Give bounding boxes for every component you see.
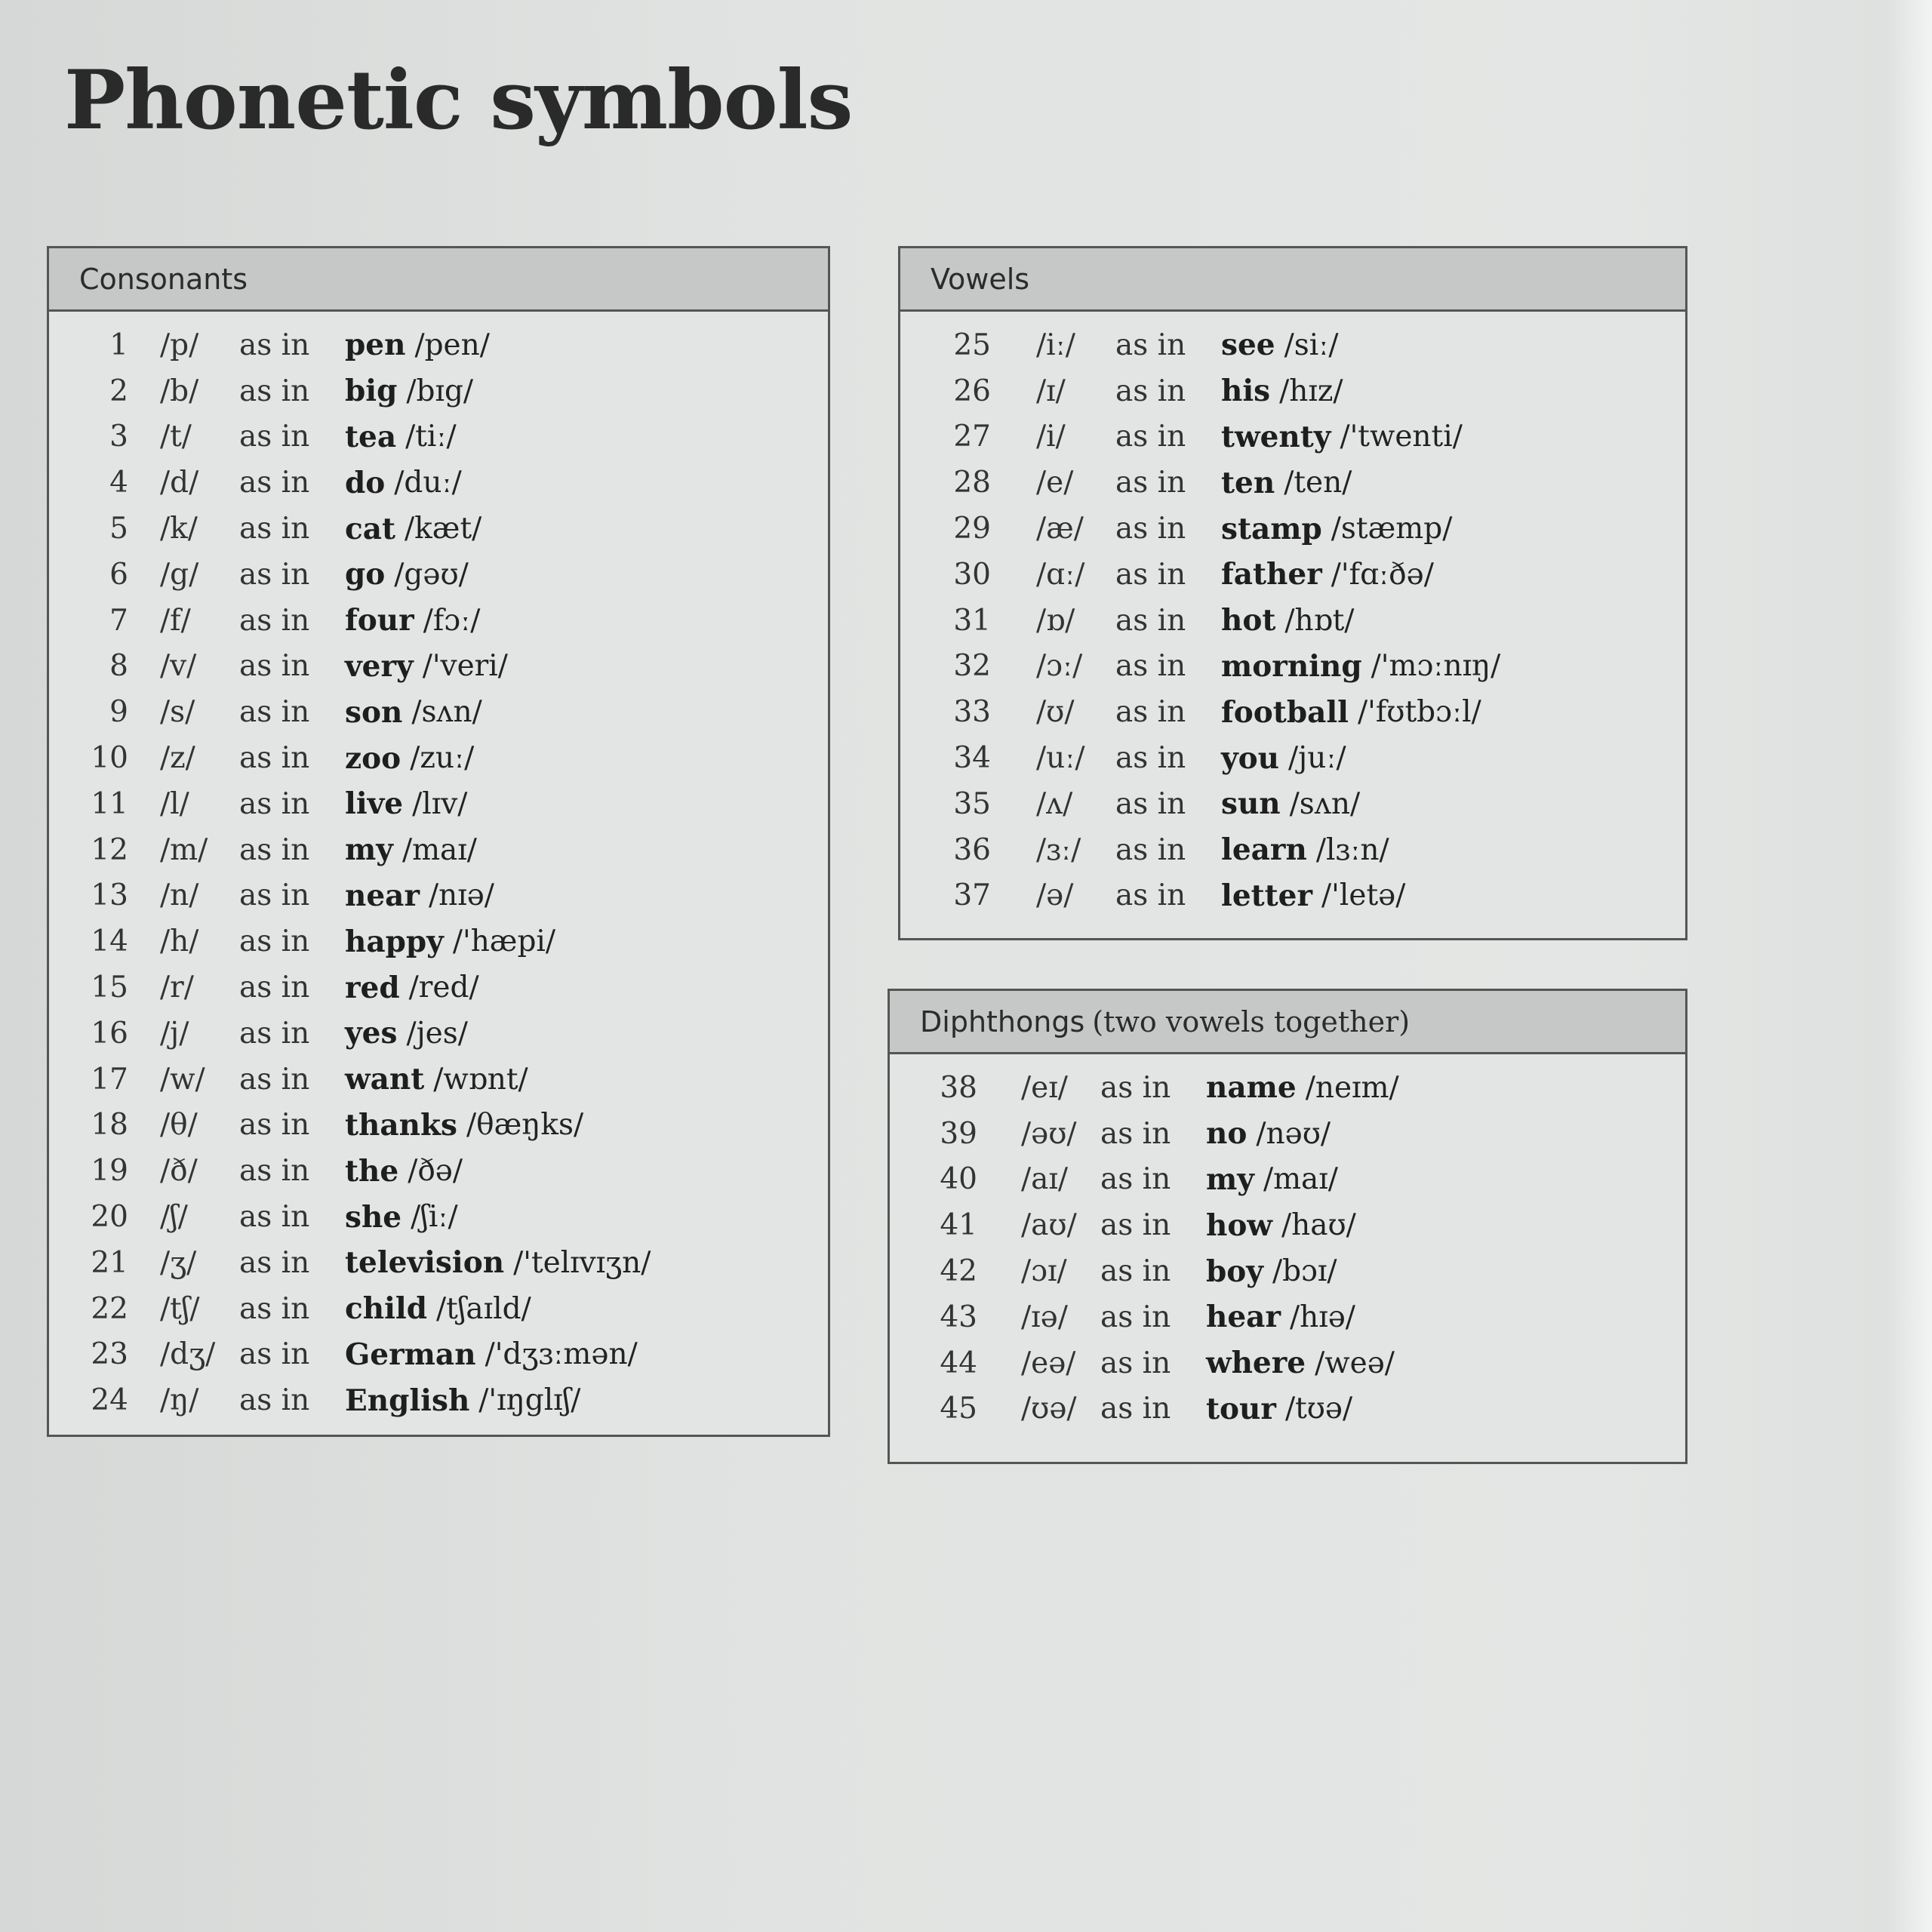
phonetic-symbol: /eɪ/ bbox=[1021, 1070, 1068, 1105]
table-row bbox=[900, 781, 1685, 827]
phonetic-symbol: /ʒ/ bbox=[160, 1245, 197, 1280]
example-word: hot bbox=[1221, 603, 1276, 638]
table-row bbox=[900, 827, 1685, 873]
phonetic-symbol: /ɔː/ bbox=[1036, 649, 1083, 684]
phonetic-symbol: /aɪ/ bbox=[1021, 1162, 1069, 1197]
row-number: 26 bbox=[953, 374, 991, 408]
phonetic-symbol: /ə/ bbox=[1036, 878, 1074, 913]
row-number: 39 bbox=[940, 1116, 977, 1151]
example-transcription: /weə/ bbox=[1315, 1346, 1395, 1380]
row-number: 9 bbox=[109, 695, 128, 730]
as-in-label: as in bbox=[239, 374, 310, 408]
as-in-label: as in bbox=[1100, 1116, 1171, 1151]
example-word: you bbox=[1221, 740, 1280, 776]
as-in-label: as in bbox=[239, 649, 310, 684]
table-row bbox=[49, 1194, 828, 1240]
as-in-label: as in bbox=[239, 1245, 310, 1280]
phonetic-symbol: /w/ bbox=[160, 1062, 205, 1097]
row-number: 15 bbox=[91, 971, 128, 1005]
row-number: 19 bbox=[91, 1154, 128, 1189]
phonetic-symbol: /ð/ bbox=[160, 1154, 198, 1189]
example-word: English bbox=[345, 1383, 470, 1418]
phonetic-symbol: /uː/ bbox=[1036, 741, 1085, 776]
row-number: 2 bbox=[109, 374, 128, 408]
table-row bbox=[900, 598, 1685, 644]
example-word: morning bbox=[1221, 648, 1362, 684]
example-transcription: /juː/ bbox=[1288, 741, 1346, 776]
table-row bbox=[900, 368, 1685, 414]
table-row bbox=[900, 552, 1685, 598]
as-in-label: as in bbox=[239, 832, 310, 867]
example-transcription: /sʌn/ bbox=[1289, 786, 1361, 821]
row-number: 5 bbox=[109, 512, 128, 546]
as-in-label: as in bbox=[239, 328, 310, 362]
example-word: tea bbox=[345, 419, 397, 454]
as-in-label: as in bbox=[1115, 695, 1186, 730]
phonetic-symbol: /h/ bbox=[160, 924, 199, 959]
as-in-label: as in bbox=[1115, 557, 1186, 592]
table-row bbox=[890, 1202, 1685, 1248]
row-number: 40 bbox=[940, 1162, 977, 1197]
row-number: 37 bbox=[953, 878, 991, 913]
example-word: sun bbox=[1221, 786, 1281, 822]
as-in-label: as in bbox=[1115, 649, 1186, 684]
example-transcription: /jes/ bbox=[406, 1016, 468, 1051]
row-number: 7 bbox=[109, 603, 128, 638]
row-number: 4 bbox=[109, 466, 128, 500]
example-transcription: /zuː/ bbox=[410, 741, 475, 776]
example-transcription: /hɒt/ bbox=[1284, 603, 1355, 638]
example-word: big bbox=[345, 374, 398, 409]
example-word: my bbox=[345, 832, 393, 868]
vowels-heading: Vowels bbox=[900, 248, 1685, 312]
example-transcription: /'fʊtbɔːl/ bbox=[1358, 695, 1481, 730]
example-transcription: /'letə/ bbox=[1321, 878, 1406, 913]
example-transcription: /tiː/ bbox=[405, 420, 457, 454]
example-transcription: /hɪz/ bbox=[1279, 374, 1343, 408]
example-word: German bbox=[345, 1337, 476, 1372]
example-transcription: /red/ bbox=[408, 971, 479, 1005]
example-word: boy bbox=[1206, 1254, 1263, 1289]
table-row bbox=[900, 644, 1685, 690]
table-row bbox=[49, 827, 828, 873]
as-in-label: as in bbox=[239, 924, 310, 959]
example-transcription: /tʊə/ bbox=[1284, 1392, 1353, 1426]
row-number: 22 bbox=[91, 1291, 128, 1326]
diphthongs-heading: Diphthongs bbox=[920, 1004, 1085, 1038]
as-in-label: as in bbox=[239, 1062, 310, 1097]
phonetic-symbol: /s/ bbox=[160, 695, 195, 730]
example-transcription: /θæŋks/ bbox=[466, 1108, 584, 1143]
table-row bbox=[49, 1011, 828, 1057]
example-word: near bbox=[345, 878, 420, 913]
table-row bbox=[890, 1248, 1685, 1294]
table-row bbox=[49, 368, 828, 414]
row-number: 29 bbox=[953, 512, 991, 546]
phonetic-symbol: /k/ bbox=[160, 512, 198, 546]
table-row bbox=[49, 1377, 828, 1423]
as-in-label: as in bbox=[239, 1291, 310, 1326]
example-word: my bbox=[1206, 1161, 1254, 1197]
example-word: his bbox=[1221, 374, 1271, 409]
table-row bbox=[49, 552, 828, 598]
example-word: where bbox=[1206, 1346, 1306, 1381]
example-transcription: /nəʊ/ bbox=[1256, 1116, 1331, 1151]
row-number: 38 bbox=[940, 1070, 977, 1105]
row-number: 21 bbox=[91, 1245, 128, 1280]
table-row bbox=[900, 735, 1685, 781]
example-word: happy bbox=[345, 924, 444, 959]
table-row bbox=[49, 644, 828, 690]
example-transcription: /'hæpi/ bbox=[452, 924, 556, 959]
row-number: 14 bbox=[91, 924, 128, 959]
table-row bbox=[900, 322, 1685, 368]
as-in-label: as in bbox=[239, 557, 310, 592]
phonetic-symbol: /g/ bbox=[160, 557, 199, 592]
as-in-label: as in bbox=[1115, 328, 1186, 362]
as-in-label: as in bbox=[1115, 466, 1186, 500]
example-transcription: /'twenti/ bbox=[1340, 420, 1463, 454]
as-in-label: as in bbox=[239, 695, 310, 730]
as-in-label: as in bbox=[1100, 1208, 1171, 1243]
example-word: red bbox=[345, 970, 400, 1005]
example-word: thanks bbox=[345, 1107, 457, 1143]
table-row bbox=[49, 964, 828, 1011]
phonetic-symbol: /θ/ bbox=[160, 1108, 198, 1143]
example-word: child bbox=[345, 1291, 428, 1327]
phonetic-symbol: /ɜː/ bbox=[1036, 832, 1081, 867]
phonetic-symbol: /j/ bbox=[160, 1016, 189, 1051]
row-number: 34 bbox=[953, 741, 991, 776]
table-row bbox=[49, 918, 828, 964]
as-in-label: as in bbox=[239, 1337, 310, 1372]
phonetic-symbol: /dʒ/ bbox=[160, 1337, 216, 1372]
example-transcription: /sʌn/ bbox=[411, 695, 482, 730]
phonetic-symbol: /ɪə/ bbox=[1021, 1300, 1068, 1334]
table-row bbox=[890, 1157, 1685, 1203]
phonetic-symbol: /l/ bbox=[160, 786, 189, 821]
as-in-label: as in bbox=[239, 512, 310, 546]
phonetic-symbol: /ʊə/ bbox=[1021, 1392, 1077, 1426]
phonetic-symbol: /n/ bbox=[160, 878, 199, 913]
row-number: 16 bbox=[91, 1016, 128, 1051]
example-transcription: /ten/ bbox=[1284, 466, 1352, 500]
as-in-label: as in bbox=[1115, 741, 1186, 776]
row-number: 18 bbox=[91, 1108, 128, 1143]
example-transcription: /bɔɪ/ bbox=[1272, 1254, 1337, 1289]
vowels-rows bbox=[900, 312, 1685, 918]
table-row bbox=[900, 873, 1685, 919]
row-number: 45 bbox=[940, 1392, 977, 1426]
table-row bbox=[900, 460, 1685, 506]
table-row bbox=[49, 506, 828, 552]
page-title: Phonetic symbols bbox=[64, 53, 853, 148]
example-transcription: /bɪg/ bbox=[406, 374, 474, 408]
row-number: 12 bbox=[91, 832, 128, 867]
example-transcription: /ðə/ bbox=[408, 1154, 463, 1189]
example-transcription: /'ɪŋglɪʃ/ bbox=[478, 1383, 581, 1418]
example-transcription: /hɪə/ bbox=[1290, 1300, 1355, 1334]
example-transcription: /'dʒɜːmən/ bbox=[485, 1337, 638, 1372]
phonetic-symbol: /iː/ bbox=[1036, 328, 1075, 362]
example-transcription: /lɪv/ bbox=[412, 786, 468, 821]
example-transcription: /gəʊ/ bbox=[394, 557, 469, 592]
phonetic-symbol: /əʊ/ bbox=[1021, 1116, 1077, 1151]
phonetic-symbol: /i/ bbox=[1036, 420, 1066, 454]
row-number: 32 bbox=[953, 649, 991, 684]
as-in-label: as in bbox=[239, 741, 310, 776]
phonetic-symbol: /t/ bbox=[160, 420, 192, 454]
as-in-label: as in bbox=[239, 786, 310, 821]
example-word: son bbox=[345, 694, 403, 730]
phonetic-symbol: /ɒ/ bbox=[1036, 603, 1075, 638]
phonetic-symbol: /b/ bbox=[160, 374, 199, 408]
diphthongs-heading-bar bbox=[890, 991, 1685, 1054]
diphthongs-subheading: (two vowels together) bbox=[1092, 1004, 1411, 1038]
example-word: no bbox=[1206, 1116, 1247, 1152]
example-word: see bbox=[1221, 328, 1275, 363]
table-row bbox=[890, 1294, 1685, 1340]
example-word: do bbox=[345, 465, 386, 500]
example-word: she bbox=[345, 1199, 402, 1235]
table-row bbox=[49, 1057, 828, 1103]
example-word: letter bbox=[1221, 878, 1313, 913]
table-row bbox=[49, 873, 828, 919]
as-in-label: as in bbox=[1115, 878, 1186, 913]
example-transcription: /'veri/ bbox=[422, 649, 508, 684]
row-number: 33 bbox=[953, 695, 991, 730]
phonetic-symbol: /d/ bbox=[160, 466, 199, 500]
example-word: the bbox=[345, 1153, 399, 1189]
example-word: very bbox=[345, 648, 414, 684]
example-word: zoo bbox=[345, 740, 401, 776]
as-in-label: as in bbox=[1100, 1162, 1171, 1197]
row-number: 27 bbox=[953, 420, 991, 454]
phonetic-symbol: /e/ bbox=[1036, 466, 1074, 500]
table-row bbox=[49, 1240, 828, 1286]
example-transcription: /kæt/ bbox=[405, 512, 482, 546]
row-number: 3 bbox=[109, 420, 128, 454]
example-word: go bbox=[345, 557, 386, 592]
phonetic-symbol: /f/ bbox=[160, 603, 191, 638]
phonetic-symbol: /v/ bbox=[160, 649, 197, 684]
table-row bbox=[890, 1065, 1685, 1111]
as-in-label: as in bbox=[239, 878, 310, 913]
as-in-label: as in bbox=[239, 1200, 310, 1235]
phonetic-symbol: /tʃ/ bbox=[160, 1291, 200, 1326]
vowels-table bbox=[898, 246, 1687, 940]
example-word: name bbox=[1206, 1070, 1297, 1106]
example-word: want bbox=[345, 1062, 425, 1097]
table-row bbox=[49, 1332, 828, 1378]
consonants-heading: Consonants bbox=[49, 248, 828, 312]
example-word: cat bbox=[345, 511, 396, 546]
row-number: 1 bbox=[109, 328, 128, 362]
example-transcription: /fɔː/ bbox=[423, 603, 481, 638]
as-in-label: as in bbox=[1115, 420, 1186, 454]
table-row bbox=[900, 414, 1685, 460]
as-in-label: as in bbox=[1100, 1254, 1171, 1289]
row-number: 28 bbox=[953, 466, 991, 500]
table-row bbox=[890, 1111, 1685, 1157]
row-number: 20 bbox=[91, 1200, 128, 1235]
row-number: 36 bbox=[953, 832, 991, 867]
as-in-label: as in bbox=[1100, 1392, 1171, 1426]
table-row bbox=[49, 414, 828, 460]
example-transcription: /maɪ/ bbox=[1263, 1162, 1338, 1197]
as-in-label: as in bbox=[1100, 1070, 1171, 1105]
table-row bbox=[49, 689, 828, 735]
phonetic-symbol: /m/ bbox=[160, 832, 208, 867]
phonetic-symbol: /ɪ/ bbox=[1036, 374, 1066, 408]
example-word: football bbox=[1221, 694, 1349, 730]
row-number: 42 bbox=[940, 1254, 977, 1289]
table-row bbox=[49, 460, 828, 506]
example-transcription: /duː/ bbox=[394, 466, 462, 500]
as-in-label: as in bbox=[239, 466, 310, 500]
as-in-label: as in bbox=[239, 420, 310, 454]
table-row bbox=[49, 1103, 828, 1149]
example-word: father bbox=[1221, 557, 1322, 592]
as-in-label: as in bbox=[239, 1108, 310, 1143]
phonetic-symbol: /aʊ/ bbox=[1021, 1208, 1077, 1243]
row-number: 17 bbox=[91, 1062, 128, 1097]
row-number: 30 bbox=[953, 557, 991, 592]
example-word: ten bbox=[1221, 465, 1275, 500]
phonetic-symbol: /eə/ bbox=[1021, 1346, 1076, 1380]
table-row bbox=[890, 1340, 1685, 1386]
example-word: hear bbox=[1206, 1300, 1281, 1335]
example-word: television bbox=[345, 1245, 505, 1281]
phonetic-symbol: /æ/ bbox=[1036, 512, 1084, 546]
as-in-label: as in bbox=[239, 603, 310, 638]
example-word: how bbox=[1206, 1208, 1272, 1243]
diphthongs-rows bbox=[890, 1054, 1685, 1432]
example-transcription: /'telɪvɪʒn/ bbox=[513, 1245, 651, 1280]
page-gutter bbox=[1887, 0, 1932, 1932]
example-transcription: /neɪm/ bbox=[1305, 1070, 1399, 1105]
example-word: four bbox=[345, 603, 414, 638]
as-in-label: as in bbox=[239, 1016, 310, 1051]
example-transcription: /tʃaɪld/ bbox=[436, 1291, 531, 1326]
row-number: 31 bbox=[953, 603, 991, 638]
example-transcription: /lɜːn/ bbox=[1315, 832, 1389, 867]
example-transcription: /maɪ/ bbox=[401, 832, 477, 867]
table-row bbox=[900, 506, 1685, 552]
example-transcription: /nɪə/ bbox=[429, 878, 494, 913]
phonetic-symbol: /ʊ/ bbox=[1036, 695, 1075, 730]
row-number: 6 bbox=[109, 557, 128, 592]
row-number: 8 bbox=[109, 649, 128, 684]
phonetic-symbol: /p/ bbox=[160, 328, 199, 362]
diphthongs-table bbox=[888, 989, 1687, 1464]
as-in-label: as in bbox=[239, 1154, 310, 1189]
table-row bbox=[49, 1148, 828, 1194]
example-transcription: /pen/ bbox=[414, 328, 490, 362]
example-word: learn bbox=[1221, 832, 1307, 868]
row-number: 41 bbox=[940, 1208, 977, 1243]
row-number: 10 bbox=[91, 741, 128, 776]
table-row bbox=[49, 598, 828, 644]
as-in-label: as in bbox=[1115, 512, 1186, 546]
row-number: 25 bbox=[953, 328, 991, 362]
as-in-label: as in bbox=[239, 1383, 310, 1418]
as-in-label: as in bbox=[1100, 1346, 1171, 1380]
table-row bbox=[900, 689, 1685, 735]
example-transcription: /siː/ bbox=[1284, 328, 1339, 362]
as-in-label: as in bbox=[1115, 374, 1186, 408]
example-transcription: /stæmp/ bbox=[1331, 512, 1453, 546]
as-in-label: as in bbox=[1115, 603, 1186, 638]
row-number: 35 bbox=[953, 786, 991, 821]
as-in-label: as in bbox=[1115, 786, 1186, 821]
example-word: tour bbox=[1206, 1391, 1276, 1426]
phonetic-symbol: /z/ bbox=[160, 741, 195, 776]
phonetic-symbol: /ɔɪ/ bbox=[1021, 1254, 1067, 1289]
table-row bbox=[49, 322, 828, 368]
row-number: 23 bbox=[91, 1337, 128, 1372]
example-word: stamp bbox=[1221, 511, 1322, 546]
phonetic-symbol: /ʌ/ bbox=[1036, 786, 1073, 821]
row-number: 13 bbox=[91, 878, 128, 913]
phonetic-symbol: /ŋ/ bbox=[160, 1383, 199, 1418]
table-row bbox=[49, 1286, 828, 1332]
example-transcription: /ʃiː/ bbox=[411, 1200, 458, 1235]
table-row bbox=[49, 781, 828, 827]
phonetic-symbol: /ʃ/ bbox=[160, 1200, 188, 1235]
example-transcription: /wɒnt/ bbox=[433, 1062, 528, 1097]
example-transcription: /'fɑːðə/ bbox=[1331, 557, 1434, 592]
row-number: 44 bbox=[940, 1346, 977, 1380]
row-number: 11 bbox=[91, 786, 128, 821]
example-word: twenty bbox=[1221, 419, 1331, 454]
as-in-label: as in bbox=[239, 971, 310, 1005]
phonetic-symbol: /ɑː/ bbox=[1036, 557, 1085, 592]
example-word: yes bbox=[345, 1016, 398, 1051]
phonetic-symbol: /r/ bbox=[160, 971, 194, 1005]
example-transcription: /haʊ/ bbox=[1281, 1208, 1356, 1243]
example-word: pen bbox=[345, 328, 406, 363]
consonants-rows bbox=[49, 312, 828, 1423]
table-row bbox=[49, 735, 828, 781]
row-number: 43 bbox=[940, 1300, 977, 1334]
row-number: 24 bbox=[91, 1383, 128, 1418]
consonants-table bbox=[47, 246, 830, 1437]
example-transcription: /'mɔːnɪŋ/ bbox=[1371, 649, 1501, 684]
as-in-label: as in bbox=[1115, 832, 1186, 867]
table-row bbox=[890, 1386, 1685, 1432]
as-in-label: as in bbox=[1100, 1300, 1171, 1334]
example-word: live bbox=[345, 786, 404, 822]
